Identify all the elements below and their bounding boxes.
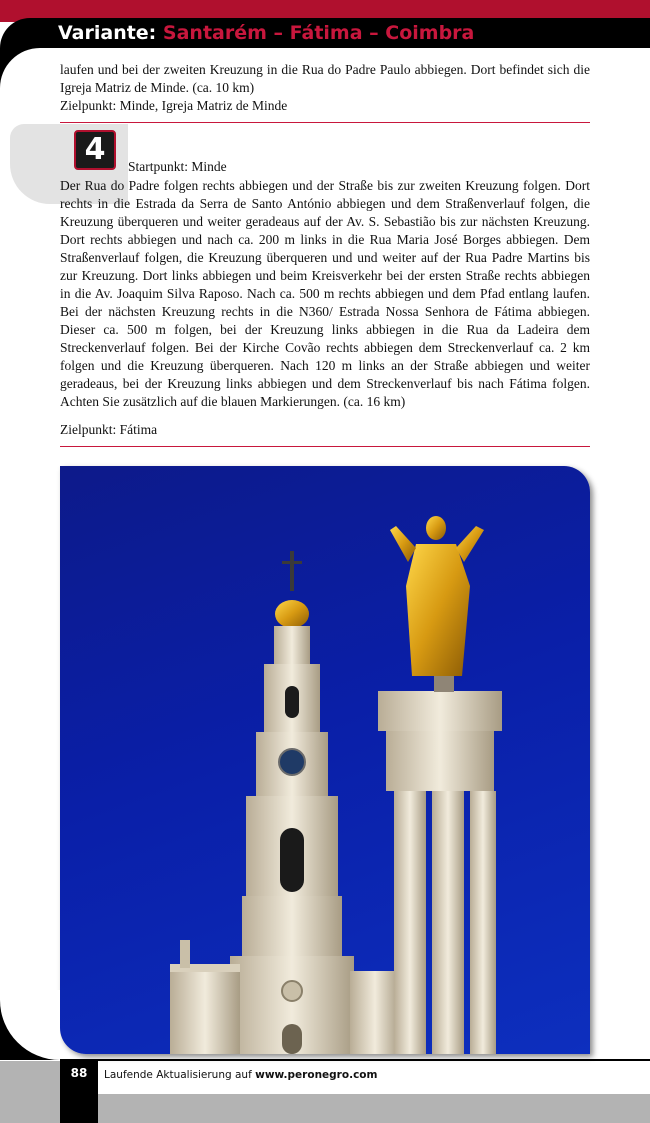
statue-column (378, 674, 502, 1054)
divider-bottom (60, 446, 590, 447)
golden-statue (390, 516, 484, 676)
stage-startpoint: Startpunkt: Minde (128, 159, 227, 174)
bell-tower (230, 551, 354, 1054)
divider-top (60, 122, 590, 123)
stage-number-badge (74, 130, 116, 170)
footer-gray-band (98, 1094, 650, 1123)
footer-url[interactable]: www.peronegro.com (255, 1069, 378, 1081)
page-number: 88 (70, 1066, 88, 1080)
intro-endpoint: Zielpunkt: Minde, Igreja Matriz de Minde (60, 98, 288, 113)
title-label: Variante: (58, 22, 157, 44)
photo-illustration (60, 466, 590, 1054)
footer-prefix: Laufende Aktualisierung auf (104, 1069, 252, 1081)
page-title (58, 19, 474, 47)
stage-paragraph: Der Rua do Padre folgen rechts abbiegen und der Straße bis zur zweiten Kreuzung folgen. Dort rechts in die Estrada da Serra de Santo António abbiegen und dem Straßenverlauf folgen, die Kreuzung überqueren und weiter geradeaus auf der Av. S. Sebastião bis zur nächsten Kreuzung. Dort rechts abbiegen und nach ca. 200 m links in die Rua Maria José Borges abbiegen. Dem Straßenverlauf folgen, die Kreuzung überqueren und und weiter auf der Rua Padre Martins bis zur Kreuzung. Dort links abbiegen und beim Kreisverkehr bei der ersten Straße rechts abbiegen in die Av. Joaquim Silva Raposo. Nach ca. 500 m rechts abbiegen und dem Pfad entlang laufen. Bei der nächsten Kreuzung rechts in die N360/ Estrada Nossa Senhora de Fátima abbiegen. Dieser ca. 500 m folgen, bei der Kreuzung links abbiegen in die Rua da Ladeira dem Streckenverlauf folgen. Bei der Kirche Covão rechts abbiegen dem Streckenverlauf ca. 2 km folgen und die Kreuzung überqueren. Nach 120 m links an der Straße abbiegen und weiter geradeaus, bei der Kreuzung links abbiegen und dem Streckenverlauf bis nach Fátima folgen. Achten Sie zusätzlich auf die blauen Markierungen. (ca. 16 km) (60, 178, 590, 409)
stage-endpoint: Zielpunkt: Fátima (60, 422, 158, 437)
stage-number: 4 (84, 132, 106, 167)
title-route: Santarém – Fátima – Coimbra (162, 22, 475, 44)
footer-left-gray (0, 1061, 60, 1123)
fatima-photo (60, 466, 590, 1054)
intro-paragraph: laufen und bei der zweiten Kreuzung in die Rua do Padre Paulo abbiegen. Dort befindet sich die Igreja Matriz de Minde. (ca. 10 km) (60, 62, 590, 95)
footer-rule (60, 1059, 650, 1061)
footer-text (104, 1069, 377, 1081)
